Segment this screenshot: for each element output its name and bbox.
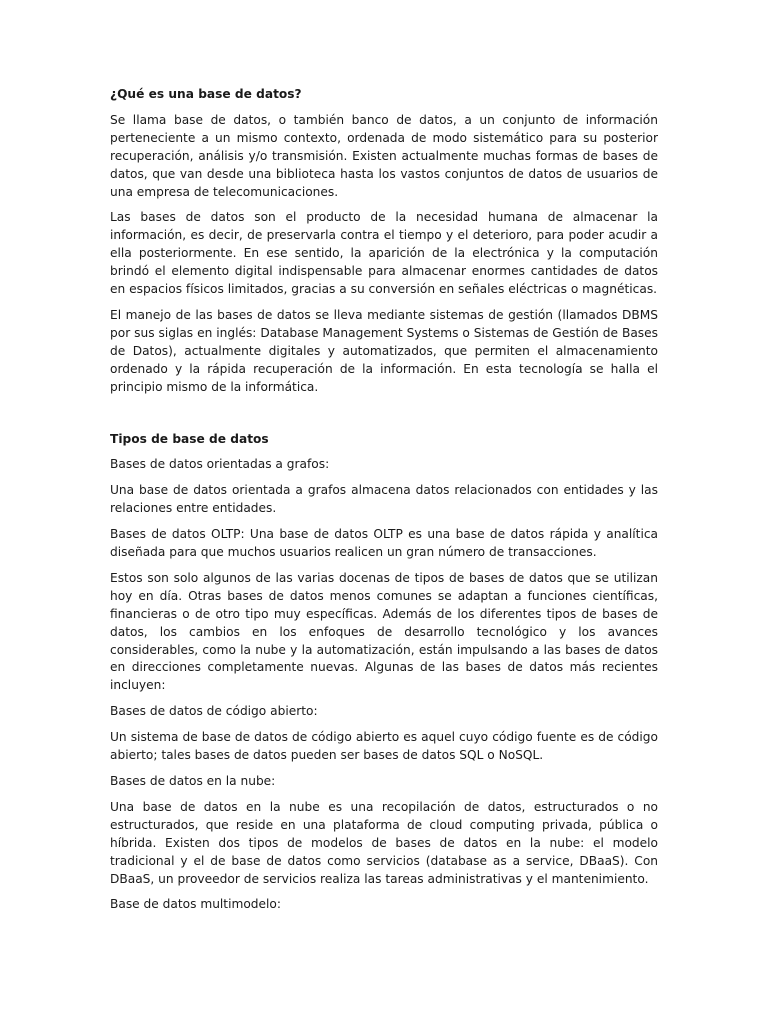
paragraph-manejo-dbms: El manejo de las bases de datos se lleva mediante sistemas de gestión (llamados DBMS por sus siglas en inglés: Database Management Systems o Sistemas de Gestión de Bases de Datos), actualmente digitales y automatizados, que permiten el almacenamiento ordenado y la rápida recuperación de la información. En esta tecnología se halla el principio mismo de la informática.: [110, 307, 658, 394]
section-heading-tipos: Tipos de base de datos: [110, 431, 269, 446]
section-spacer: [110, 405, 658, 431]
paragraph-definicion: Se llama base de datos, o también banco de datos, a un conjunto de información perteneciente a un mismo contexto, ordenada de modo sistemático para su posterior recuperación, análisis y/o transmisión. Existen actualmente muchas formas de bases de datos, que van desde una biblioteca hasta los vastos conjuntos de datos de usuarios de una empresa de telecomunicaciones.: [110, 112, 658, 199]
paragraph-multimodelo-label: Base de datos multimodelo:: [110, 897, 281, 912]
paragraph-grafos-label: Bases de datos orientadas a grafos:: [110, 457, 330, 472]
paragraph-otros-tipos: Estos son solo algunos de las varias docenas de tipos de bases de datos que se utilizan hoy en día. Otras bases de datos menos comunes se adaptan a funciones científicas, financieras o de otro tipo muy específicas. Además de los diferentes tipos de bases de datos, los cambios en los enfoques de desarrollo tecnológico y los avances considerables, como la nube y la automatización, están impulsando a las bases de datos en direcciones completamente nuevas. Algunas de las bases de datos más recientes incluyen:: [110, 570, 658, 693]
paragraph-nube-label: Bases de datos en la nube:: [110, 774, 276, 788]
document-body: [110, 86, 658, 922]
paragraph-codigo-abierto: Un sistema de base de datos de código abierto es aquel cuyo código fuente es de código abierto; tales bases de datos pueden ser bases de datos SQL o NoSQL.: [110, 730, 658, 763]
paragraph-nube: Una base de datos en la nube es una recopilación de datos, estructurados o no estructurados, que reside en una plataforma de cloud computing privada, pública o híbrida. Existen dos tipos de modelos de bases de datos en la nube: el modelo tradicional y el de base de datos como servicios (database as a service, DBaaS). Con DBaaS, un proveedor de servicios realiza las tareas administrativas y el mantenimiento.: [110, 799, 658, 886]
section-heading-que-es: ¿Qué es una base de datos?: [110, 87, 302, 101]
paragraph-codigo-abierto-label: Bases de datos de código abierto:: [110, 704, 318, 719]
paragraph-grafos: Una base de datos orientada a grafos almacena datos relacionados con entidades y las relaciones entre entidades.: [110, 483, 658, 516]
paragraph-necesidad: Las bases de datos son el producto de la necesidad humana de almacenar la información, es decir, de preservarla contra el tiempo y el deterioro, para poder acudir a ella posteriormente. En ese sentido, la aparición de la electrónica y la computación brindó el elemento digital indispensable para almacenar enormes cantidades de datos en espacios físicos limitados, gracias a su conversión en señales eléctricas o magnéticas.: [110, 210, 658, 297]
paragraph-oltp: Bases de datos OLTP: Una base de datos OLTP es una base de datos rápida y analítica diseñada para que muchos usuarios realicen un gran número de transacciones.: [110, 527, 658, 560]
